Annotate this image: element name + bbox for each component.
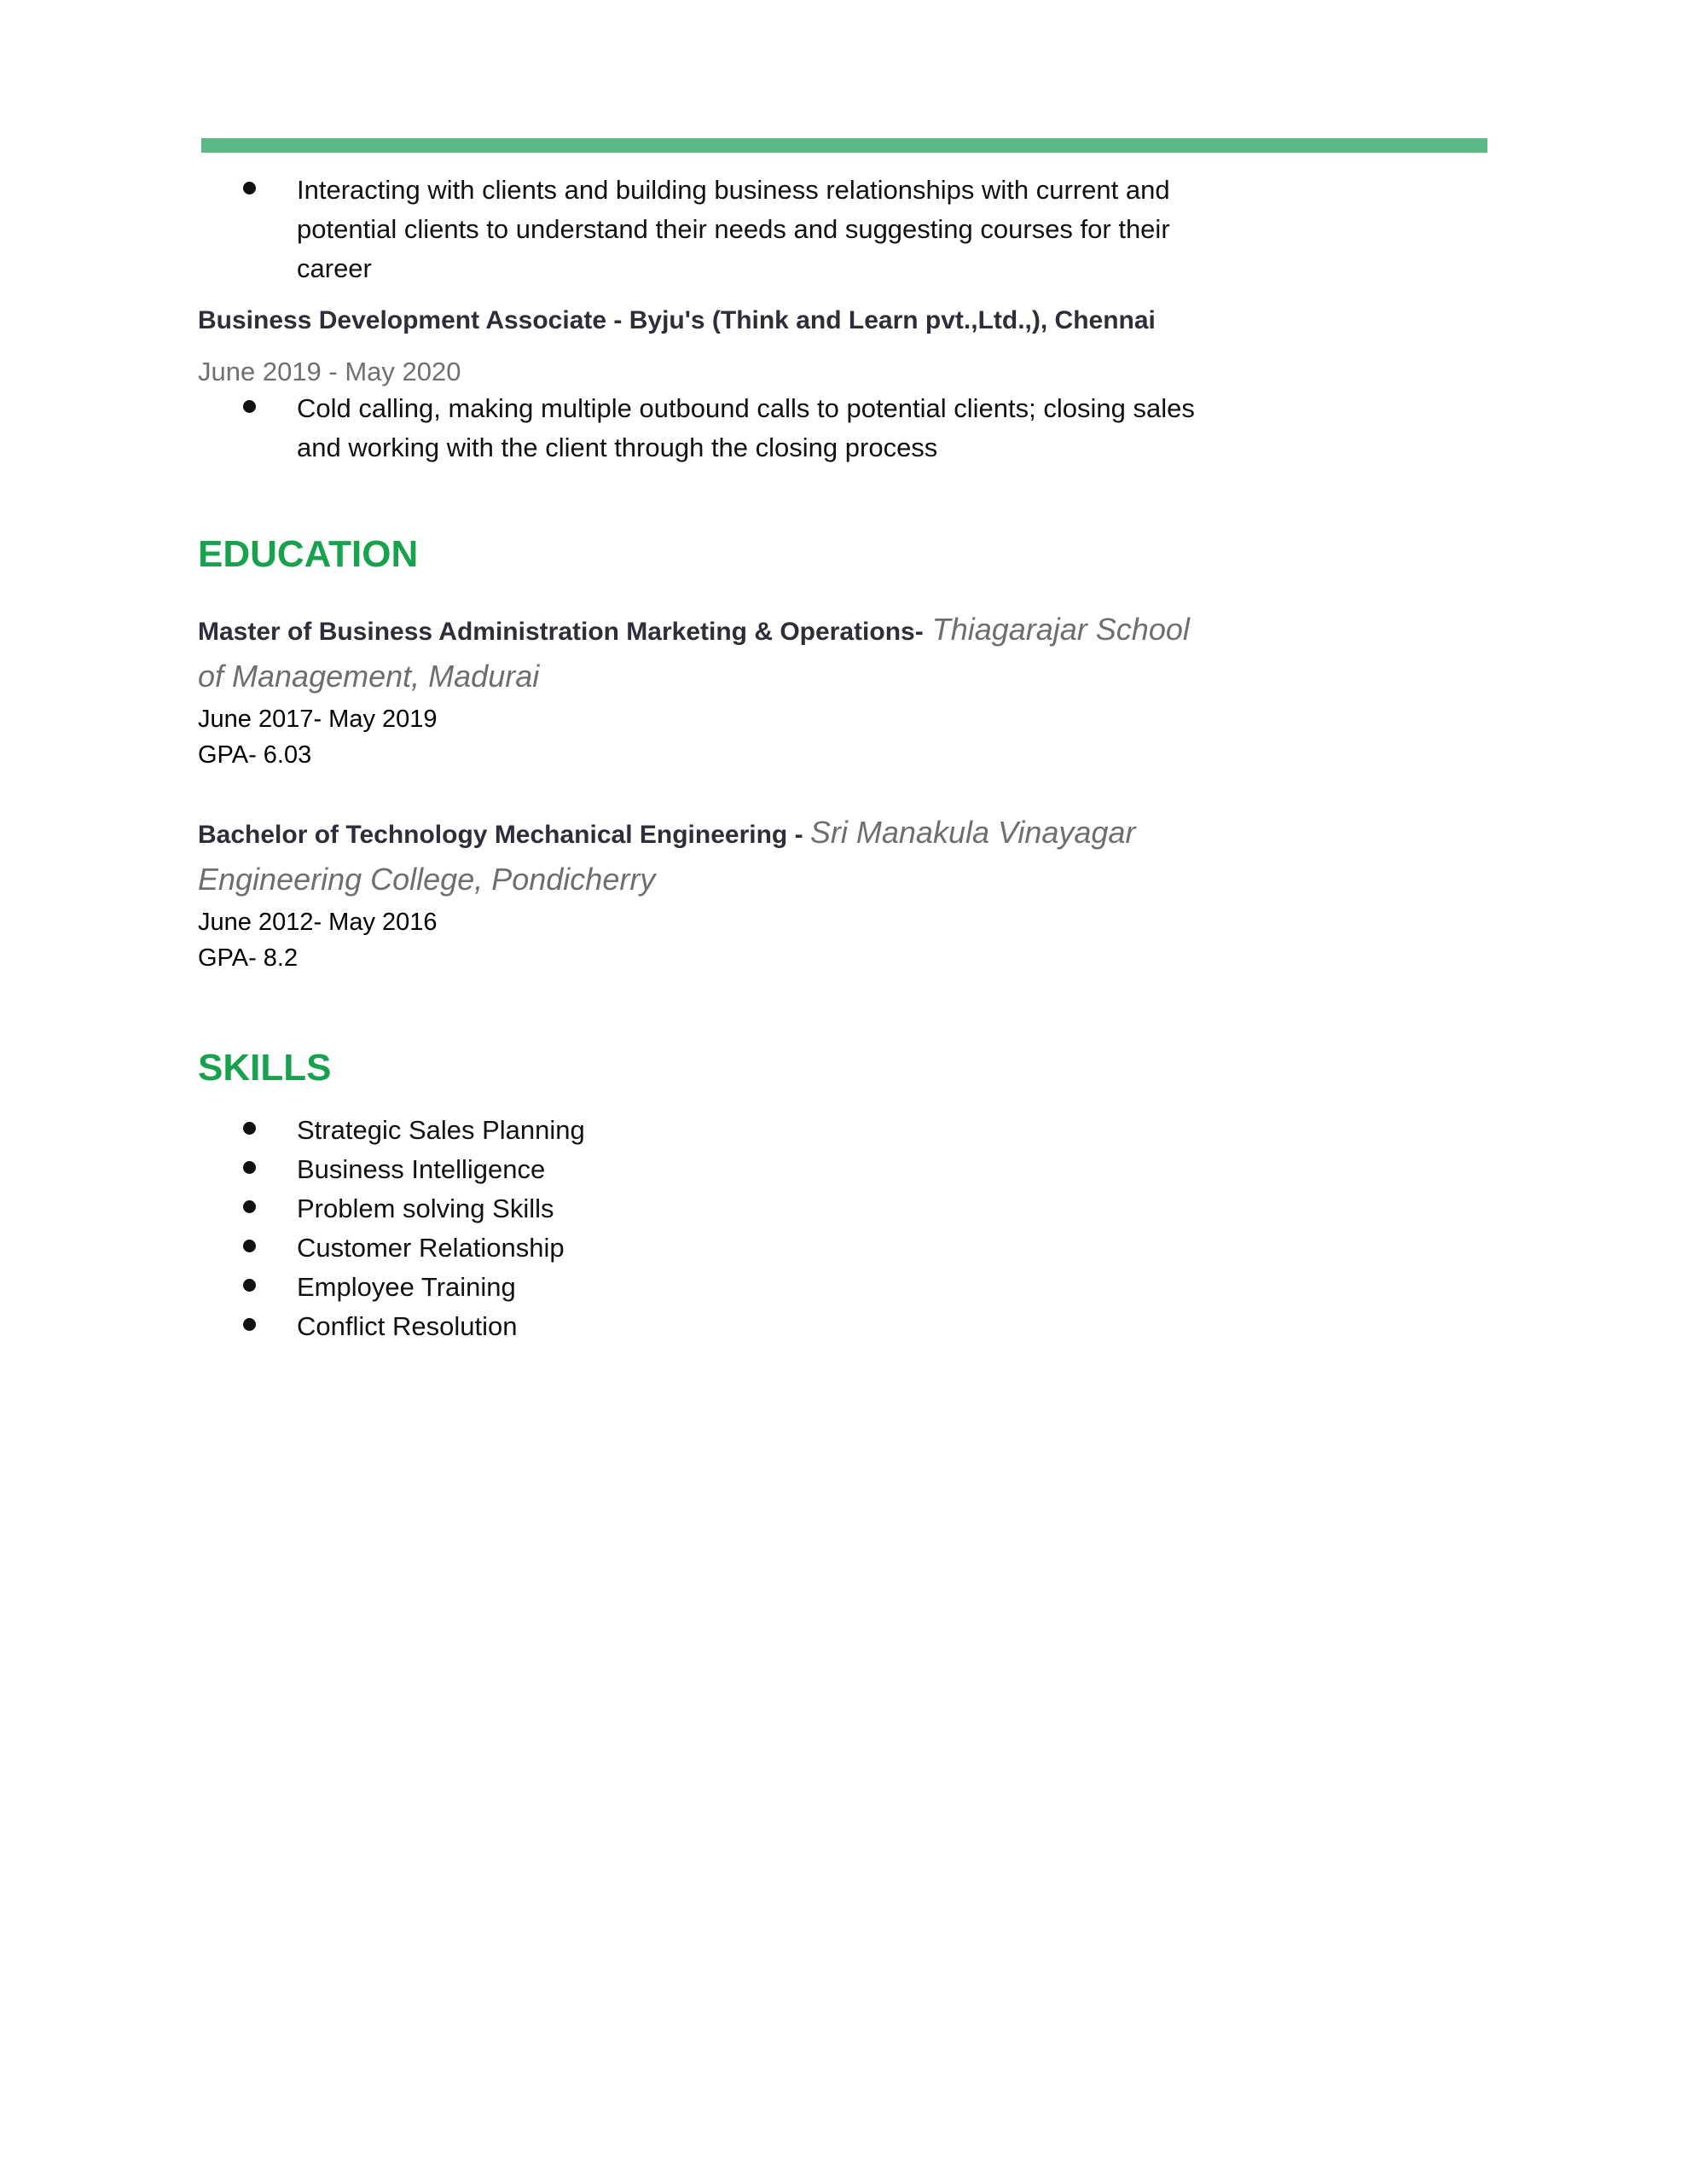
education-gpa: GPA- 8.2 bbox=[198, 944, 299, 972]
experience-bullet bbox=[297, 389, 1307, 468]
education-heading: EDUCATION bbox=[198, 533, 419, 575]
experience-bullets-continued bbox=[198, 171, 1307, 288]
bullet-line: potential clients to understand their needs and suggesting courses for their bbox=[297, 214, 1170, 244]
bullet-icon bbox=[243, 400, 256, 413]
education-school: Sri Manakula Vinayagar bbox=[809, 815, 1136, 850]
top-divider-bar bbox=[201, 138, 1487, 153]
bullet-icon bbox=[243, 1240, 256, 1252]
education-title-continued bbox=[198, 857, 1307, 904]
bullet-line: and working with the client through the closing process bbox=[297, 433, 938, 462]
bullet-line: Interacting with clients and building business relationships with current and bbox=[297, 175, 1170, 205]
education-title-continued bbox=[198, 654, 1307, 701]
skill-item bbox=[297, 1189, 1307, 1228]
skill-item bbox=[297, 1307, 1307, 1346]
skill-label: Conflict Resolution bbox=[297, 1311, 518, 1341]
bullet-icon bbox=[243, 182, 256, 195]
bullet-icon bbox=[243, 1161, 256, 1174]
skills-heading: SKILLS bbox=[198, 1047, 332, 1089]
skill-label: Business Intelligence bbox=[297, 1154, 546, 1184]
skill-label: Problem solving Skills bbox=[297, 1194, 554, 1223]
job-bullets bbox=[198, 389, 1307, 468]
job-dates: June 2019 - May 2020 bbox=[198, 357, 461, 386]
education-entry-btech bbox=[198, 810, 1307, 976]
education-gpa: GPA- 6.03 bbox=[198, 741, 312, 769]
skill-item bbox=[297, 1228, 1307, 1268]
skill-label: Employee Training bbox=[297, 1272, 516, 1302]
bullet-icon bbox=[243, 1279, 256, 1292]
education-degree: Bachelor of Technology Mechanical Engineering - bbox=[198, 821, 810, 849]
bullet-icon bbox=[243, 1200, 256, 1213]
bullet-icon bbox=[243, 1122, 256, 1135]
education-school-continued: Engineering College, Pondicherry bbox=[198, 862, 656, 897]
experience-bullet bbox=[297, 171, 1307, 288]
education-title bbox=[198, 810, 1307, 857]
education-school: Thiagarajar School bbox=[923, 612, 1190, 647]
job-title: Business Development Associate - Byju's (Think and Learn pvt.,Ltd.,), Chennai bbox=[198, 306, 1156, 334]
skill-item bbox=[297, 1111, 1307, 1150]
education-school-continued: of Management, Madurai bbox=[198, 659, 540, 694]
bullet-line: career bbox=[297, 253, 372, 283]
skill-item bbox=[297, 1150, 1307, 1189]
resume-content bbox=[198, 171, 1307, 1346]
skill-label: Strategic Sales Planning bbox=[297, 1115, 585, 1145]
education-dates: June 2017- May 2019 bbox=[198, 706, 438, 733]
education-dates: June 2012- May 2016 bbox=[198, 909, 438, 936]
education-degree: Master of Business Administration Marketing & Operations- bbox=[198, 618, 924, 646]
skill-label: Customer Relationship bbox=[297, 1233, 565, 1263]
skill-item bbox=[297, 1268, 1307, 1307]
education-entry-mba bbox=[198, 607, 1307, 773]
skills-list bbox=[198, 1111, 1307, 1346]
education-title bbox=[198, 607, 1307, 654]
bullet-icon bbox=[243, 1318, 256, 1331]
bullet-line: Cold calling, making multiple outbound calls to potential clients; closing sales bbox=[297, 393, 1195, 423]
